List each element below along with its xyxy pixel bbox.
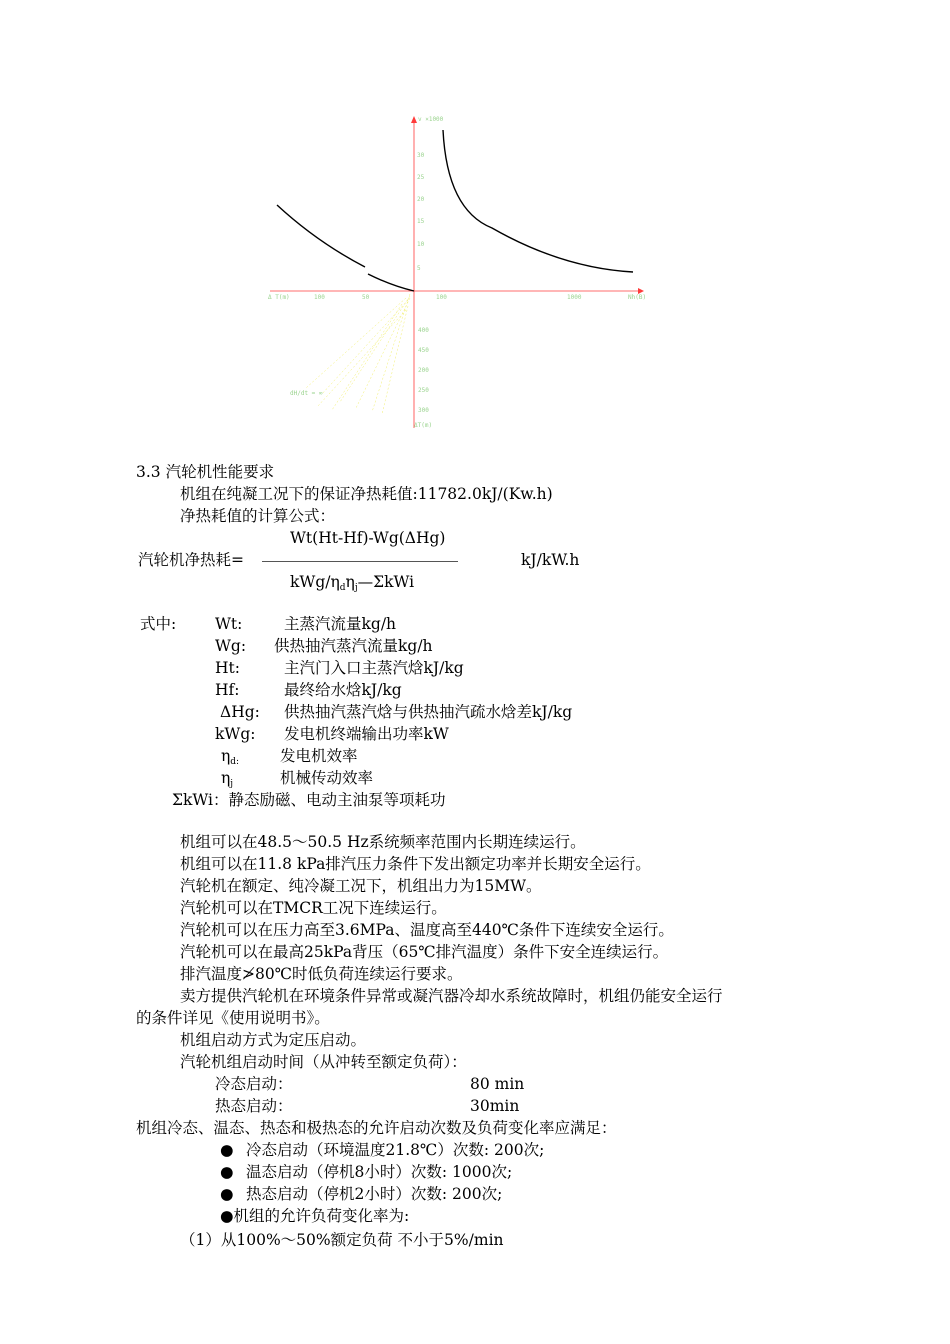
bullet-item: 温态启动（停机8小时）次数: 1000次;: [246, 1163, 513, 1181]
y-tick: 25: [417, 174, 425, 181]
x-tick: 100: [314, 294, 325, 301]
bullet-icon: ●: [220, 1141, 234, 1159]
bullet-item: 冷态启动（环境温度21.8℃）次数: 200次;: [246, 1141, 545, 1159]
x-right-label: Nh(B): [628, 294, 647, 301]
load-rate-item: （1）从100%～50%额定负荷 不小于5%/min: [180, 1231, 504, 1249]
paragraph: 排汽温度≯80℃时低负荷连续运行要求。: [180, 965, 463, 983]
paragraph: 机组可以在11.8 kPa排汽压力条件下发出额定功率并长期安全运行。: [180, 855, 651, 873]
paragraph: 汽轮机组启动时间（从冲转至额定负荷）：: [180, 1053, 467, 1071]
def-symbol: Ht:: [215, 659, 240, 677]
guarantee-text: 机组在纯凝工况下的保证净热耗值:11782.0kJ/(Kw.h): [180, 485, 553, 503]
y-bottom-label: ΔT(m): [414, 422, 433, 429]
y-neg-tick: 300: [418, 407, 429, 414]
formula-unit: kJ/kW.h: [521, 551, 580, 569]
paragraph: 汽轮机可以在TMCR工况下连续运行。: [180, 899, 447, 917]
def-text: 主蒸汽流量kg/h: [284, 615, 397, 633]
def-text: 发电机终端输出功率kW: [284, 725, 449, 743]
y-tick: 15: [417, 218, 425, 225]
paragraph: 汽轮机在额定、纯冷凝工况下，机组出力为15MW。: [180, 877, 542, 895]
y-neg-tick: 450: [418, 347, 429, 354]
section-title: 3.3 汽轮机性能要求: [136, 463, 275, 481]
def-symbol: Hf:: [215, 681, 240, 699]
y-neg-tick: 250: [418, 387, 429, 394]
fraction-bar: [262, 561, 458, 562]
def-symbol: ηd:: [221, 747, 240, 767]
formula-numerator: Wt(Ht-Hf)-Wg(ΔHg): [290, 529, 446, 547]
formula-label: dH/dt = ∞: [290, 390, 323, 397]
formula-lhs: 汽轮机净热耗=: [138, 551, 244, 569]
x-left-label: Δ T(m): [268, 294, 290, 301]
paragraph: 机组可以在48.5～50.5 Hz系统频率范围内长期连续运行。: [180, 833, 586, 851]
x-tick: 1000: [567, 294, 582, 301]
def-text: 主汽门入口主蒸汽焓kJ/kg: [284, 659, 464, 677]
load-rate-heading: ●机组的允许负荷变化率为:: [220, 1207, 410, 1225]
bullet-item: 热态启动（停机2小时）次数: 200次;: [246, 1185, 503, 1203]
paragraph: 汽轮机可以在压力高至3.6MPa、温度高至440℃条件下连续安全运行。: [180, 921, 674, 939]
formula-intro: 净热耗值的计算公式：: [180, 507, 336, 525]
sum-kwi-def: ΣkWi：静态励磁、电动主油泵等项耗功: [172, 791, 446, 809]
y-axis-arrow: [411, 116, 417, 123]
x-tick: 50: [362, 294, 370, 301]
startup-label: 热态启动：: [215, 1097, 293, 1115]
bullet-icon: ●: [220, 1185, 234, 1203]
y-tick: 5: [417, 265, 421, 272]
curve-left-upper: [277, 205, 365, 267]
y-neg-tick: 200: [418, 367, 429, 374]
formula-denominator: kWg/ηdηj—ΣkWi: [290, 573, 415, 593]
y-tick: 10: [417, 241, 425, 248]
startup-value: 30min: [470, 1097, 520, 1115]
startup-label: 冷态启动：: [215, 1075, 293, 1093]
y-tick: 30: [417, 152, 425, 159]
curve-figure: [262, 110, 652, 435]
y-tick: 20: [417, 196, 425, 203]
paragraph: 卖方提供汽轮机在环境条件异常或凝汽器冷却水系统故障时，机组仍能安全运行: [180, 987, 723, 1005]
startup-value: 80 min: [470, 1075, 525, 1093]
def-symbol: kWg:: [215, 725, 256, 743]
paragraph: 的条件详见《使用说明书》。: [136, 1009, 330, 1027]
y-top-label: v ×1000: [418, 116, 444, 123]
def-symbol: Wg:: [215, 637, 247, 655]
paragraph: 汽轮机可以在最高25kPa背压（65℃排汽温度）条件下安全连续运行。: [180, 943, 669, 961]
where-label: 式中:: [140, 615, 177, 633]
def-text: 机械传动效率: [280, 769, 374, 787]
cycles-intro: 机组冷态、温态、热态和极热态的允许启动次数及负荷变化率应满足：: [136, 1119, 617, 1137]
curve-left-lower: [368, 274, 414, 291]
def-text: 供热抽汽蒸汽焓与供热抽汽疏水焓差kJ/kg: [284, 703, 573, 721]
y-neg-tick: 400: [418, 327, 429, 334]
x-tick: 100: [436, 294, 447, 301]
def-text: 供热抽汽蒸汽流量kg/h: [274, 637, 433, 655]
def-symbol: ΔHg:: [220, 703, 260, 721]
bullet-icon: ●: [220, 1163, 234, 1181]
def-symbol: ηj: [221, 769, 234, 789]
curve-right: [443, 130, 633, 272]
paragraph: 机组启动方式为定压启动。: [180, 1031, 367, 1049]
def-symbol: Wt:: [215, 615, 243, 633]
def-text: 最终给水焓kJ/kg: [284, 681, 402, 699]
def-text: 发电机效率: [280, 747, 358, 765]
